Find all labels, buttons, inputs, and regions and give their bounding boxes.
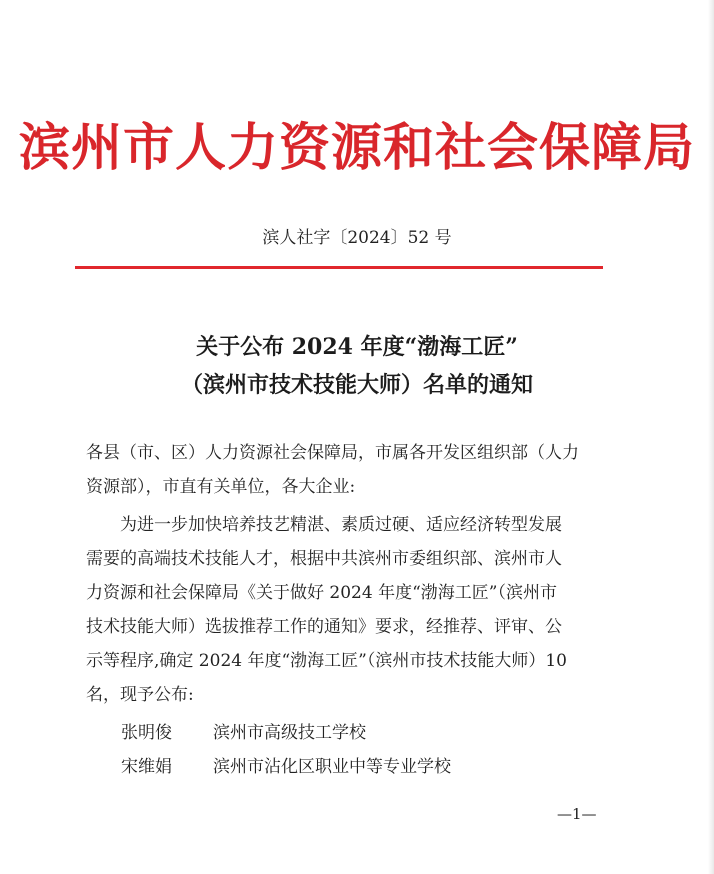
- recipients-line-1: 各县（市、区）人力资源社会保障局，市属各开发区组织部（人力: [86, 443, 579, 463]
- paragraph-line-6: 名，现予公布:: [86, 685, 194, 705]
- page-number: —1—: [557, 805, 597, 823]
- document-number: 滨人社字〔2024〕52 号: [262, 228, 452, 248]
- winners-list: [121, 716, 451, 784]
- paragraph-line-5: 示等程序,确定 2024 年度“渤海工匠”（滨州市技术技能大师）10: [86, 651, 567, 671]
- scan-edge-shadow: [708, 0, 714, 874]
- paragraph-line-2: 需要的高端技术技能人才，根据中共滨州市委组织部、滨州市人: [86, 549, 562, 569]
- winner-name: 张明俊: [121, 723, 172, 743]
- winner-school: 滨州市高级技工学校: [213, 723, 366, 743]
- notice-title-line-2: （滨州市技术技能大师）名单的通知: [180, 372, 533, 398]
- winner-school: 滨州市沾化区职业中等专业学校: [213, 757, 451, 777]
- main-paragraph: [86, 508, 646, 712]
- winner-row: [121, 716, 451, 750]
- red-divider-line: [75, 266, 603, 269]
- recipients-block: [86, 436, 646, 504]
- paragraph-line-1: 为进一步加快培养技艺精湛、素质过硬、适应经济转型发展: [120, 515, 562, 535]
- notice-title-line-1: 关于公布 2024 年度“渤海工匠”: [196, 334, 518, 360]
- paragraph-line-3: 力资源和社会保障局《关于做好 2024 年度“渤海工匠”（滨州市: [86, 583, 557, 603]
- organization-header: 滨州市人力资源和社会保障局: [18, 118, 695, 178]
- winner-name: 宋维娟: [121, 757, 172, 777]
- paragraph-line-4: 技术技能大师）选拔推荐工作的通知》要求，经推荐、评审、公: [86, 617, 562, 637]
- recipients-line-2: 资源部），市直有关单位，各大企业:: [86, 477, 356, 497]
- winner-row: [121, 750, 451, 784]
